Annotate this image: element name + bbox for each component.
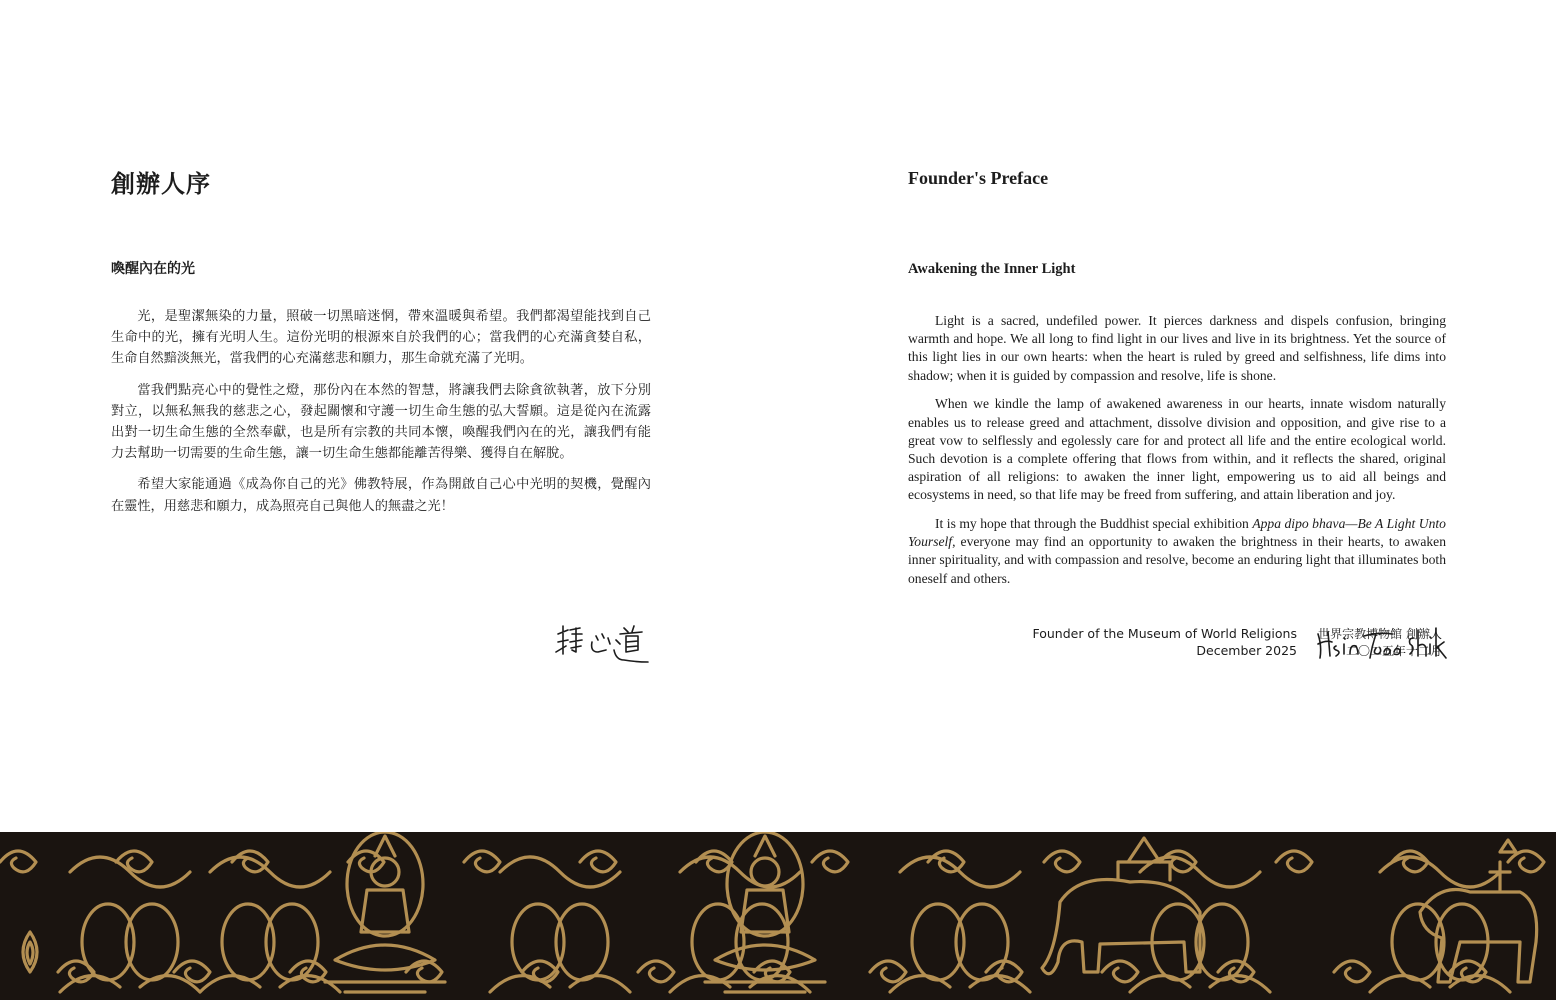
english-signature-block <box>1032 625 1297 659</box>
english-title: Founder's Preface <box>908 168 1049 188</box>
english-paragraph-3-end: , everyone may find an opportunity to awaken the brightness in their hearts, to awaken inner spirituality, and with compassion and resolve, become an enduring light that illuminates both oneself and others. <box>908 534 1446 586</box>
exhibition-title: Appa dipo bhava—Be A Light Unto Yourself <box>908 516 1446 550</box>
decorative-banner <box>0 832 1556 1000</box>
chinese-signature-title: 世界宗教博物館 創辦人 <box>1318 627 1442 641</box>
english-signature-date: December 2025 <box>1196 643 1297 658</box>
chinese-paragraph-1: 光，是聖潔無染的力量，照破一切黑暗迷惘，帶來溫暖與希望。我們都渴望能找到自己生命中的光，擁有光明人生。這份光明的根源來自於我們的心；當我們的心充滿貪婪自私，生命自然黯淡無光，當我們的心充滿慈悲和願力，那生命就充滿了光明。 <box>111 309 651 367</box>
ornament-pattern <box>0 832 1556 1000</box>
english-paragraph-1: Light is a sacred, undefiled power. It pierces darkness and dispels confusion, bringing warmth and hope. We all long to find light in our lives and live in its brightness. Yet the source of this light lies in our own hearts: when the heart is ruled by greed and selfishness, life dims into shadow; when it is guided by compassion and resolve, life is shone. <box>908 313 1446 383</box>
chinese-signature-date: 二〇二五年十二月 <box>1345 644 1442 658</box>
english-body <box>908 312 1446 598</box>
chinese-subtitle: 喚醒內在的光 <box>111 261 195 277</box>
english-paragraph-3 <box>908 515 1446 588</box>
english-paragraph-3-start: It is my hope that through the Buddhist special exhibition <box>935 516 1253 532</box>
english-paragraph-2: When we kindle the lamp of awakened awareness in our hearts, innate wisdom naturally enables us to release greed and attachment, dissolve division and opposition, and give rise to a great vow to selflessly and egolessly care for and protect all life and the entire ecological world. Such devotion is a complete offering that flows from within, and it reflects the shared, original aspiration of all religions: to awaken the inner light, empowering us to aid all beings and ecosystems in need, so that life may be freed from suffering, and attain liberation and joy. <box>908 396 1446 503</box>
chinese-paragraph-3: 希望大家能通過《成為你自己的光》佛教特展，作為開啟自己心中光明的契機，覺醒內在靈性，用慈悲和願力，成為照亮自己與他人的無盡之光！ <box>111 477 651 514</box>
english-handwritten-signature <box>1314 624 1448 664</box>
english-signature-title: Founder of the Museum of World Religions <box>1032 626 1297 641</box>
chinese-body <box>111 306 651 527</box>
chinese-title: 創辦人序 <box>111 169 211 198</box>
chinese-handwritten-signature <box>554 622 652 666</box>
chinese-paragraph-2: 當我們點亮心中的覺性之燈，那份內在本然的智慧，將讓我們去除貪欲執著，放下分別對立，以無私無我的慈悲之心，發起關懷和守護一切生命生態的弘大誓願。這是從內在流露出對一切生命生態的全然奉獻，也是所有宗教的共同本懷，喚醒我們內在的光，讓我們有能力去幫助一切需要的生命生態，讓一切生命生態都能離苦得樂、獲得自在解脫。 <box>111 382 651 462</box>
english-subtitle: Awakening the Inner Light <box>908 261 1076 277</box>
